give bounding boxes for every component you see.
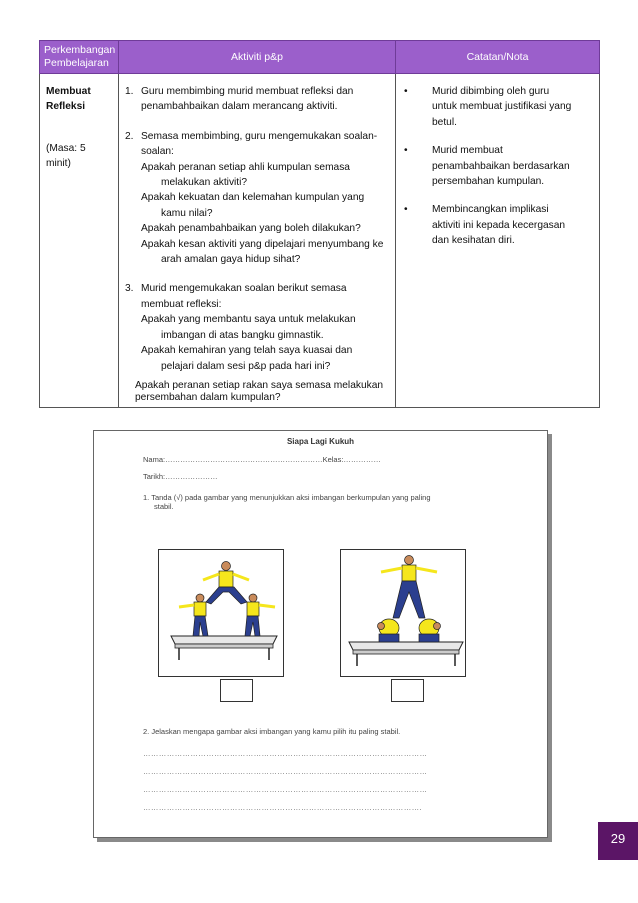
question: Apakah penambahbaikan yang boleh dilakukan? <box>141 223 361 235</box>
question: Apakah peranan setiap ahli kumpulan semasa <box>141 161 350 173</box>
question-cont: kamu nilai? <box>161 207 213 219</box>
header-perkembangan: Perkembangan Pembelajaran <box>40 41 119 74</box>
question-1: 1. Tanda (√) pada gambar yang menunjukkan aksi imbangan berkumpulan yang paling <box>143 493 431 502</box>
question-1-cont: stabil. <box>154 502 174 511</box>
question-cont: imbangan di atas bangku gimnastik. <box>161 329 324 341</box>
phase-title-2: Refleksi <box>46 101 86 113</box>
step-3: 3. Murid mengemukakan soalan berikut semasa <box>125 283 347 295</box>
tick-box-1[interactable] <box>220 679 253 702</box>
answer-line[interactable]: ……………………………………………………………………………………………… <box>143 785 428 794</box>
answer-line[interactable]: ……………………………………………………………………………………………… <box>143 749 428 758</box>
question: Apakah kekuatan dan kelemahan kumpulan yang <box>141 192 365 204</box>
step-1-cont: penambahbaikan dalam merancang aktiviti. <box>141 101 338 113</box>
worksheet <box>93 430 548 838</box>
question-cont: arah amalan gaya hidup sihat? <box>161 254 301 266</box>
pyramid-illustration-1 <box>159 550 283 676</box>
answer-line[interactable]: ……………………………………………………………………………………………… <box>143 767 428 776</box>
phase-title: Membuat <box>46 86 91 97</box>
header-aktiviti: Aktiviti p&p <box>119 41 396 74</box>
worksheet-title: Siapa Lagi Kukuh <box>286 437 355 446</box>
step-3-cont: membuat refleksi: <box>141 298 222 310</box>
note-item: • Murid membuat penambahbaikan berdasarkan persembahan kumpulan. <box>404 145 570 188</box>
phase-cell <box>40 74 119 408</box>
step-2: 2. Semasa membimbing, guru mengemukakan soalan- <box>125 130 378 142</box>
pyramid-illustration-2 <box>341 550 465 676</box>
header-catatan: Catatan/Nota <box>396 41 600 74</box>
answer-line[interactable]: ……………………………………………………………………………………………. <box>143 803 422 812</box>
activity-cell <box>119 74 396 408</box>
date-field: Tarikh:………………… <box>143 472 218 481</box>
name-field: Nama:………………………………………………………Kelas:…………… <box>143 455 381 464</box>
question: Apakah yang membantu saya untuk melakukan <box>141 314 356 326</box>
question: Apakah kemahiran yang telah saya kuasai dan <box>141 345 353 357</box>
note-item: • Murid dibimbing oleh guru untuk membuat justifikasi yang betul. <box>404 86 572 128</box>
tick-box-2[interactable] <box>391 679 424 702</box>
balance-picture-2 <box>340 549 466 677</box>
question-last: Apakah peranan setiap rakan saya semasa melakukan persembahan dalam kumpulan? <box>135 379 384 404</box>
question-cont: melakukan aktiviti? <box>161 177 248 189</box>
lesson-plan-table <box>39 40 600 408</box>
step-1: 1. Guru membimbing murid membuat refleksi dan <box>125 86 354 97</box>
step-2-cont: soalan: <box>141 146 174 158</box>
question-cont: pelajari dalam sesi p&p pada hari ini? <box>161 360 331 372</box>
balance-picture-1 <box>158 549 284 677</box>
page-number: 29 <box>598 822 638 860</box>
notes-cell <box>396 74 600 408</box>
question-2: 2. Jelaskan mengapa gambar aksi imbangan yang kamu pilih itu paling stabil. <box>143 727 401 736</box>
note-item: • Membincangkan implikasi aktiviti ini kepada kecergasan dan kesihatan diri. <box>404 204 566 247</box>
question: Apakah kesan aktiviti yang dipelajari menyumbang ke <box>141 238 384 250</box>
phase-duration: (Masa: 5 minit) <box>46 142 86 170</box>
